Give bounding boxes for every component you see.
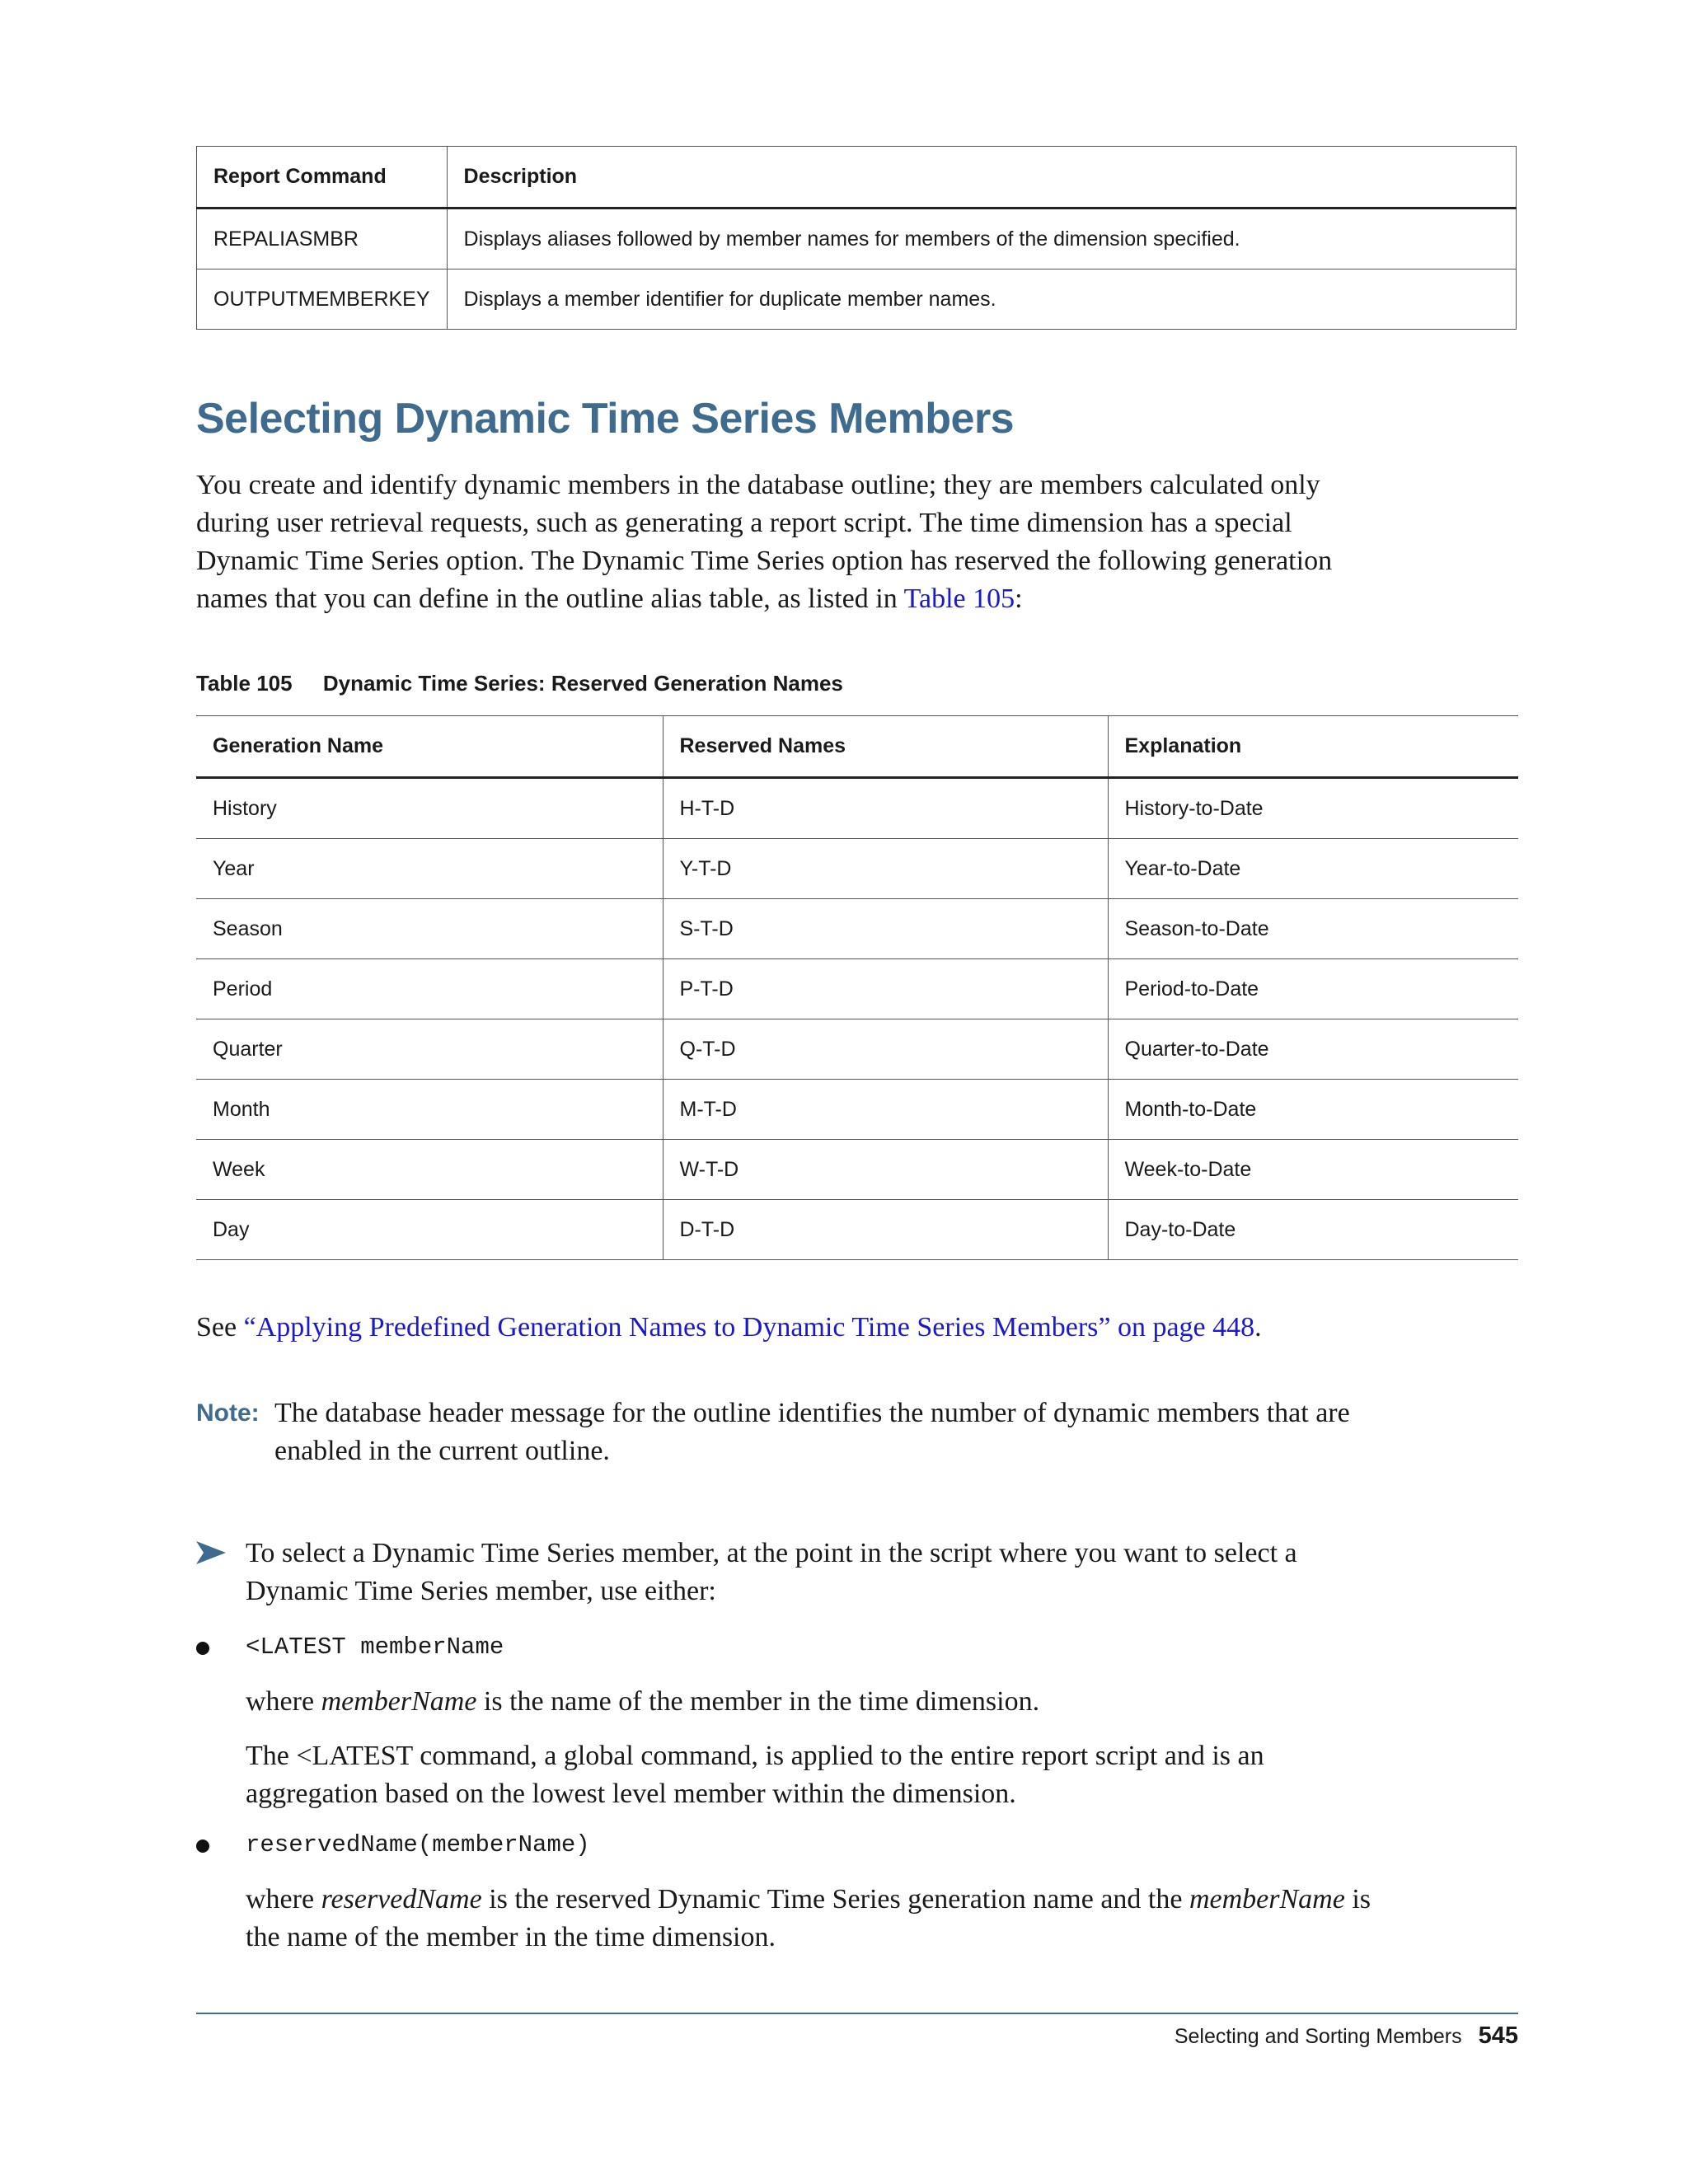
table-cell: S-T-D <box>663 899 1108 959</box>
table-cell: REPALIASMBR <box>197 209 448 269</box>
code-syntax: <LATEST memberName <box>246 1633 504 1661</box>
table-row <box>197 269 1517 330</box>
table-cell: Month-to-Date <box>1108 1080 1518 1140</box>
table-cell: Period-to-Date <box>1108 959 1518 1019</box>
where-mid: is the reserved Dynamic Time Series generation name and the <box>481 1884 1189 1915</box>
footer-rule <box>196 2013 1518 2014</box>
table-row <box>196 1140 1518 1200</box>
table-row <box>196 778 1518 839</box>
report-command-table <box>196 146 1517 330</box>
table-cell: Week-to-Date <box>1108 1140 1518 1200</box>
table-header-row <box>197 147 1517 209</box>
table-cell: Week <box>196 1140 663 1200</box>
note-block <box>196 1394 1383 1470</box>
bullet-icon <box>196 1642 209 1655</box>
intro-text: You create and identify dynamic members in the database outline; they are members calculated only during user retrieval requests, such as generating a report script. The time dimension has a special Dynamic Time Series option. The Dynamic Time Series option has reserved the following generation names that you can define in the outline alias table, as listed in <box>196 470 1333 614</box>
table-row <box>196 1200 1518 1260</box>
see-suffix: . <box>1254 1312 1262 1343</box>
table-cell: Season-to-Date <box>1108 899 1518 959</box>
bullet-explanation <box>246 1881 1383 1957</box>
table-row <box>196 1080 1518 1140</box>
table-cell: Month <box>196 1080 663 1140</box>
see-prefix: See <box>196 1312 244 1343</box>
table-row <box>196 959 1518 1019</box>
table-cell: W-T-D <box>663 1140 1108 1200</box>
table-cell: History-to-Date <box>1108 778 1518 839</box>
where-suffix: is the name of the member in the time dimension. <box>476 1686 1040 1717</box>
table-cell: Season <box>196 899 663 959</box>
table-cell: Day <box>196 1200 663 1260</box>
column-header: Description <box>447 147 1516 209</box>
table-cell: Quarter <box>196 1019 663 1080</box>
bullet-extra-paragraph: The <LATEST command, a global command, is applied to the entire report script and is an aggregation based on the lowest level member within the dimension. <box>246 1741 1264 1809</box>
page-footer <box>1175 2022 1518 2050</box>
table-number: Table 105 <box>196 671 293 696</box>
table-cell: OUTPUTMEMBERKEY <box>197 269 448 330</box>
procedure-step <box>196 1535 1383 1610</box>
list-item <box>196 1830 590 1858</box>
column-header: Explanation <box>1108 716 1518 778</box>
see-also-paragraph <box>196 1309 1367 1347</box>
chapter-title: Selecting and Sorting Members <box>1174 2025 1462 2048</box>
table-title: Dynamic Time Series: Reserved Generation Names <box>322 671 843 696</box>
table-cell: Year-to-Date <box>1108 839 1518 899</box>
intro-end: : <box>1015 583 1023 614</box>
table-cell: Period <box>196 959 663 1019</box>
column-header: Generation Name <box>196 716 663 778</box>
section-heading: Selecting Dynamic Time Series Members <box>196 395 1015 443</box>
note-label: Note: <box>196 1399 260 1427</box>
page-number: 545 <box>1478 2022 1518 2049</box>
table-cell: H-T-D <box>663 778 1108 839</box>
term: reservedName <box>321 1884 482 1915</box>
bullet-icon <box>196 1840 209 1853</box>
table-cell: M-T-D <box>663 1080 1108 1140</box>
table-cell: Displays a member identifier for duplicate member names. <box>447 269 1516 330</box>
reserved-generation-names-table <box>196 715 1518 1260</box>
table-header-row <box>196 716 1518 778</box>
table-cell: Displays aliases followed by member names for members of the dimension specified. <box>447 209 1516 269</box>
procedure-text: To select a Dynamic Time Series member, at the point in the script where you want to select a Dynamic Time Series member, use either: <box>246 1538 1297 1606</box>
list-item <box>196 1632 504 1661</box>
table-cell: Y-T-D <box>663 839 1108 899</box>
term: memberName <box>1189 1884 1345 1915</box>
table-caption <box>196 671 843 696</box>
table-cell: Quarter-to-Date <box>1108 1019 1518 1080</box>
table-row <box>197 209 1517 269</box>
table-cell: P-T-D <box>663 959 1108 1019</box>
table-cell: Day-to-Date <box>1108 1200 1518 1260</box>
table-row <box>196 839 1518 899</box>
where-suffix: is the name of the member in the time dimension. <box>246 1884 1371 1952</box>
table-cell: D-T-D <box>663 1200 1108 1260</box>
column-header: Report Command <box>197 147 448 209</box>
bullet-explanation <box>246 1683 1383 1721</box>
table-row <box>196 1019 1518 1080</box>
code-syntax: reservedName(memberName) <box>246 1831 590 1858</box>
table-105-link[interactable]: Table 105 <box>903 583 1015 614</box>
table-cell: Year <box>196 839 663 899</box>
column-header: Reserved Names <box>663 716 1108 778</box>
where-prefix: where <box>246 1686 321 1717</box>
arrowhead-icon <box>196 1541 226 1564</box>
table-cell: History <box>196 778 663 839</box>
term: memberName <box>321 1686 477 1717</box>
table-cell: Q-T-D <box>663 1019 1108 1080</box>
intro-paragraph <box>196 466 1367 618</box>
where-prefix: where <box>246 1884 321 1915</box>
note-text: The database header message for the outline identifies the number of dynamic members that are enabled in the current outline. <box>274 1398 1350 1466</box>
cross-reference-link[interactable]: “Applying Predefined Generation Names to Dynamic Time Series Members” on page 448 <box>243 1312 1255 1343</box>
table-row <box>196 899 1518 959</box>
